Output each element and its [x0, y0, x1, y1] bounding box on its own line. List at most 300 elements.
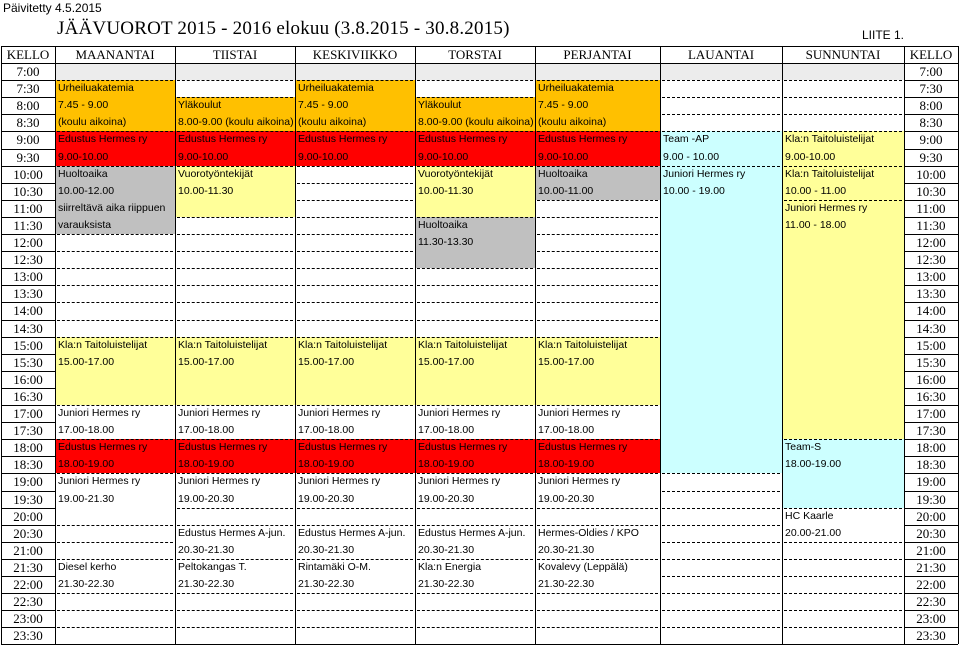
- appendix-label: LIITE 1.: [862, 28, 905, 42]
- grid-line: [537, 285, 658, 286]
- booking-text: Peltokangas T.: [178, 560, 247, 573]
- booking-text: Kla:n Taitoluistelijat: [178, 338, 268, 351]
- grid-line: [537, 131, 658, 132]
- time-label: 20:30: [13, 525, 43, 541]
- grid-line: [297, 251, 413, 252]
- grid-line: [537, 234, 658, 235]
- grid-line: [177, 285, 293, 286]
- time-label: 13:30: [13, 286, 43, 302]
- grid-line: [904, 610, 958, 611]
- grid-line: [784, 166, 902, 167]
- grid-line: [417, 285, 533, 286]
- booking-text: 15.00-17.00: [58, 355, 115, 368]
- time-label: 14:00: [13, 303, 43, 319]
- booking-text: 15.00-17.00: [298, 355, 355, 368]
- grid-line: [1, 456, 55, 457]
- grid-line: [1, 337, 55, 338]
- grid-line: [784, 439, 902, 440]
- grid-line: [417, 217, 533, 218]
- grid-line: [1, 473, 55, 474]
- booking-text: 9.00 - 10.00: [663, 150, 720, 163]
- grid-line: [57, 473, 173, 474]
- booking-text: (koulu aikoina): [58, 116, 127, 129]
- booking-block[interactable]: [660, 166, 782, 474]
- column-header: PERJANTAI: [563, 47, 632, 62]
- grid-line: [904, 251, 958, 252]
- booking-text: 19.00-20.30: [178, 492, 235, 505]
- empty-slot: [55, 63, 904, 80]
- grid-line: [1, 320, 55, 321]
- grid-line: [904, 627, 958, 628]
- time-label: 15:00: [916, 337, 946, 353]
- booking-text: 7.45 - 9.00: [298, 99, 349, 112]
- booking-text: 8.00-9.00 (koulu aikoina): [178, 116, 294, 129]
- grid-line: [535, 46, 536, 644]
- grid-line: [417, 593, 533, 594]
- time-label: 20:30: [916, 525, 946, 541]
- grid-line: [55, 46, 56, 644]
- grid-line: [904, 131, 958, 132]
- time-label: 17:00: [916, 406, 946, 421]
- booking-text: Edustus Hermes ry: [298, 441, 388, 454]
- booking-text: Team-S: [785, 441, 822, 454]
- grid-line: [177, 593, 293, 594]
- grid-line: [297, 285, 413, 286]
- booking-text: 9.00-10.00: [785, 150, 836, 163]
- booking-text: Edustus Hermes A-jun.: [418, 526, 526, 539]
- grid-line: [662, 559, 780, 560]
- grid-line: [537, 251, 658, 252]
- grid-line: [904, 80, 958, 81]
- booking-text: Huoltoaika: [418, 218, 468, 231]
- grid-line: [537, 166, 658, 167]
- grid-line: [1, 302, 55, 303]
- grid-line: [1, 491, 55, 492]
- column-header: SUNNUNTAI: [805, 47, 881, 62]
- grid-line: [904, 285, 958, 286]
- grid-line: [57, 542, 173, 543]
- booking-text: 20.30-21.30: [538, 543, 595, 556]
- grid-line: [1, 354, 55, 355]
- booking-text: (koulu aikoina): [298, 116, 367, 129]
- grid-line: [177, 508, 293, 509]
- grid-line: [1, 166, 55, 167]
- booking-text: Kla:n Taitoluistelijat: [58, 338, 148, 351]
- booking-text: Edustus Hermes ry: [178, 133, 268, 146]
- grid-line: [784, 131, 902, 132]
- booking-text: 19.00-20.30: [298, 492, 355, 505]
- grid-line: [175, 46, 176, 644]
- grid-line: [662, 491, 780, 492]
- grid-line: [904, 183, 958, 184]
- grid-line: [904, 354, 958, 355]
- grid-line: [297, 234, 413, 235]
- booking-text: 18.00-19.00: [298, 458, 355, 471]
- booking-text: Urheiluakatemia: [58, 82, 134, 95]
- column-header: TORSTAI: [448, 47, 502, 62]
- grid-line: [784, 80, 902, 81]
- grid-line: [417, 302, 533, 303]
- time-label: 18:00: [13, 440, 43, 456]
- grid-line: [297, 337, 413, 338]
- grid-line: [297, 610, 413, 611]
- grid-line: [297, 217, 413, 218]
- booking-block[interactable]: [782, 200, 904, 439]
- booking-text: Juniori Hermes ry: [785, 201, 868, 214]
- grid-line: [415, 46, 416, 644]
- grid-line: [904, 371, 958, 372]
- grid-line: [662, 114, 780, 115]
- grid-line: [1, 422, 55, 423]
- time-label: 15:30: [916, 354, 946, 370]
- grid-line: [417, 439, 533, 440]
- grid-line: [1, 46, 958, 47]
- grid-line: [177, 610, 293, 611]
- booking-text: Juniori Hermes ry: [298, 475, 381, 488]
- grid-line: [904, 559, 958, 560]
- booking-text: Edustus Hermes ry: [418, 133, 508, 146]
- booking-text: 17.00-18.00: [58, 424, 115, 437]
- grid-line: [1, 405, 55, 406]
- grid-line: [297, 131, 413, 132]
- grid-line: [57, 234, 173, 235]
- grid-line: [177, 234, 293, 235]
- booking-text: 18.00-19.00: [58, 458, 115, 471]
- grid-line: [297, 405, 413, 406]
- grid-line: [904, 593, 958, 594]
- time-label: 23:30: [13, 628, 43, 644]
- grid-line: [57, 439, 173, 440]
- time-label: 17:30: [916, 423, 946, 439]
- grid-line: [904, 46, 905, 644]
- booking-text: 9.00-10.00: [58, 150, 109, 163]
- booking-text: 19.00-21.30: [58, 492, 115, 505]
- grid-line: [297, 183, 413, 184]
- grid-line: [417, 627, 533, 628]
- time-label: 7:00: [16, 64, 40, 79]
- booking-text: 21.30-22.30: [298, 578, 355, 590]
- grid-line: [297, 559, 413, 560]
- grid-line: [784, 508, 902, 509]
- grid-line: [297, 302, 413, 303]
- grid-line: [904, 456, 958, 457]
- time-label: 13:30: [916, 286, 946, 302]
- grid-line: [295, 46, 296, 644]
- time-label: 20:00: [13, 508, 43, 524]
- booking-text: 21.30-22.30: [58, 578, 115, 590]
- booking-text: Edustus Hermes A-jun.: [178, 526, 286, 539]
- booking-text: Juniori Hermes ry: [58, 475, 141, 488]
- time-label: 23:00: [13, 611, 43, 627]
- grid-line: [1, 251, 55, 252]
- time-label: 15:00: [13, 337, 43, 353]
- booking-text: 11.00 - 18.00: [785, 218, 847, 231]
- grid-line: [57, 525, 173, 526]
- grid-line: [537, 337, 658, 338]
- grid-line: [537, 627, 658, 628]
- grid-line: [177, 439, 293, 440]
- grid-line: [537, 302, 658, 303]
- time-label: 15:30: [13, 354, 43, 370]
- time-label: 12:00: [13, 235, 43, 250]
- booking-text: Edustus Hermes ry: [58, 441, 148, 454]
- booking-text: 8.00-9.00 (koulu aikoina): [418, 116, 534, 129]
- booking-text: 17.00-18.00: [298, 424, 355, 437]
- time-label: 16:00: [916, 371, 946, 387]
- booking-text: Edustus Hermes ry: [418, 441, 508, 454]
- booking-text: Hermes-Oldies / KPO: [538, 526, 639, 539]
- booking-text: Urheiluakatemia: [538, 82, 614, 95]
- grid-line: [784, 627, 902, 628]
- time-label: 18:30: [13, 457, 43, 473]
- grid-line: [297, 200, 413, 201]
- grid-line: [1, 559, 55, 560]
- booking-text: Kla:n Taitoluistelijat: [538, 338, 628, 351]
- time-label: 18:00: [916, 440, 946, 456]
- booking-text: Vuorotyöntekijät: [178, 167, 253, 180]
- grid-line: [662, 542, 780, 543]
- grid-line: [57, 80, 173, 81]
- booking-text: Juniori Hermes ry: [298, 407, 381, 419]
- booking-text: 20.30-21.30: [178, 543, 235, 556]
- grid-line: [57, 610, 173, 611]
- grid-line: [904, 200, 958, 201]
- grid-line: [177, 525, 293, 526]
- booking-text: Edustus Hermes ry: [538, 441, 628, 454]
- time-label: 17:30: [13, 423, 43, 439]
- booking-text: Kovalevy (Leppälä): [538, 560, 628, 573]
- time-label: 7:00: [919, 64, 943, 79]
- time-label: 21:30: [916, 559, 946, 575]
- grid-line: [297, 320, 413, 321]
- grid-line: [904, 422, 958, 423]
- grid-line: [904, 114, 958, 115]
- grid-line: [57, 285, 173, 286]
- grid-line: [662, 508, 780, 509]
- grid-line: [297, 627, 413, 628]
- grid-line: [537, 405, 658, 406]
- grid-line: [662, 525, 780, 526]
- booking-text: Juniori Hermes ry: [418, 407, 501, 419]
- time-label: 21:00: [916, 542, 946, 558]
- booking-text: 20.00-21.00: [785, 526, 842, 539]
- booking-text: 11.30-13.30: [418, 236, 474, 248]
- grid-line: [297, 166, 413, 167]
- time-label: 10:00: [13, 166, 43, 182]
- time-label: 14:30: [13, 320, 43, 336]
- booking-text: Yläkoulut: [178, 99, 222, 112]
- time-label: 11:00: [13, 200, 43, 216]
- grid-line: [784, 114, 902, 115]
- booking-text: 15.00-17.00: [178, 355, 235, 368]
- time-label: 22:30: [13, 594, 43, 610]
- grid-line: [177, 302, 293, 303]
- grid-line: [904, 439, 958, 440]
- grid-line: [297, 525, 413, 526]
- time-label: 17:00: [13, 406, 43, 421]
- grid-line: [904, 217, 958, 218]
- grid-line: [57, 320, 173, 321]
- grid-line: [904, 234, 958, 235]
- booking-text: Kla:n Taitoluistelijat: [298, 338, 388, 351]
- grid-line: [1, 508, 55, 509]
- booking-text: 17.00-18.00: [178, 424, 235, 437]
- grid-line: [904, 337, 958, 338]
- grid-line: [57, 302, 173, 303]
- time-label: 12:30: [13, 252, 43, 268]
- grid-line: [1, 525, 55, 526]
- booking-text: Edustus Hermes ry: [58, 133, 148, 146]
- grid-line: [784, 200, 902, 201]
- booking-text: Edustus Hermes ry: [538, 133, 628, 146]
- grid-line: [1, 644, 958, 645]
- time-label: 16:30: [916, 388, 946, 404]
- grid-line: [662, 97, 780, 98]
- grid-line: [537, 593, 658, 594]
- grid-line: [784, 97, 902, 98]
- grid-line: [1, 80, 55, 81]
- time-label: 11:30: [13, 217, 43, 233]
- time-label: 9:30: [16, 149, 40, 165]
- grid-line: [57, 251, 173, 252]
- grid-line: [537, 473, 658, 474]
- grid-line: [417, 473, 533, 474]
- grid-line: [662, 610, 780, 611]
- booking-text: Urheiluakatemia: [298, 82, 374, 95]
- grid-line: [417, 268, 533, 269]
- time-label: 8:30: [16, 115, 40, 131]
- booking-text: 20.30-21.30: [298, 543, 355, 556]
- column-header: KELLO: [6, 47, 50, 62]
- booking-text: (koulu aikoina): [538, 116, 607, 129]
- grid-line: [904, 320, 958, 321]
- booking-text: 19.00-20.30: [538, 492, 595, 505]
- booking-text: Juniori Hermes ry: [663, 167, 746, 180]
- grid-line: [1, 542, 55, 543]
- booking-text: 10.00 - 19.00: [663, 184, 725, 197]
- booking-text: Rintamäki O-M.: [298, 560, 371, 573]
- booking-text: 9.00-10.00: [178, 150, 229, 163]
- grid-line: [417, 320, 533, 321]
- booking-text: 17.00-18.00: [538, 424, 595, 437]
- grid-line: [904, 542, 958, 543]
- grid-line: [784, 542, 902, 543]
- grid-line: [784, 593, 902, 594]
- grid-line: [177, 337, 293, 338]
- grid-line: [537, 508, 658, 509]
- booking-text: 17.00-18.00: [418, 424, 475, 437]
- time-label: 7:30: [16, 81, 40, 97]
- grid-line: [537, 200, 658, 201]
- booking-text: 18.00-19.00: [178, 458, 235, 471]
- time-label: 19:30: [916, 491, 946, 507]
- booking-text: Juniori Hermes ry: [538, 475, 621, 488]
- column-header: MAANANTAI: [75, 47, 155, 62]
- grid-line: [57, 268, 173, 269]
- booking-text: Yläkoulut: [418, 99, 462, 112]
- grid-line: [1, 149, 55, 150]
- booking-text: Team -AP: [663, 133, 710, 146]
- time-label: 8:00: [16, 98, 40, 114]
- booking-text: 9.00-10.00: [538, 150, 589, 163]
- grid-line: [537, 559, 658, 560]
- grid-line: [1, 46, 2, 644]
- grid-line: [1, 388, 55, 389]
- grid-line: [1, 439, 55, 440]
- grid-line: [1, 97, 55, 98]
- grid-line: [177, 320, 293, 321]
- grid-line: [1, 217, 55, 218]
- grid-line: [177, 131, 293, 132]
- grid-line: [904, 302, 958, 303]
- grid-line: [784, 576, 902, 577]
- grid-line: [297, 508, 413, 509]
- grid-line: [297, 439, 413, 440]
- grid-line: [177, 97, 293, 98]
- booking-text: Kla:n Taitoluistelijat: [418, 338, 508, 351]
- booking-text: 19.00-20.30: [418, 492, 475, 505]
- booking-text: Edustus Hermes ry: [298, 133, 388, 146]
- page-title: JÄÄVUOROT 2015 - 2016 elokuu (3.8.2015 - 30.8.2015): [57, 18, 510, 39]
- column-header: LAUANTAI: [687, 47, 755, 62]
- booking-text: Juniori Hermes ry: [418, 475, 501, 488]
- grid-line: [177, 166, 293, 167]
- grid-line: [1, 285, 55, 286]
- grid-line: [1, 63, 958, 64]
- time-label: 11:00: [916, 200, 946, 216]
- time-label: 9:00: [16, 132, 40, 148]
- time-label: 21:30: [13, 559, 43, 575]
- booking-text: Kla:n Energia: [418, 560, 482, 573]
- grid-line: [297, 80, 413, 81]
- grid-line: [1, 371, 55, 372]
- grid-line: [297, 593, 413, 594]
- grid-line: [1, 114, 55, 115]
- grid-line: [537, 610, 658, 611]
- booking-text: 10.00-11.30: [178, 184, 234, 197]
- grid-line: [904, 491, 958, 492]
- time-label: 22:00: [13, 577, 43, 592]
- time-label: 23:30: [916, 628, 946, 644]
- grid-line: [417, 525, 533, 526]
- time-label: 7:30: [919, 81, 943, 97]
- booking-text: Juniori Hermes ry: [58, 407, 141, 419]
- time-label: 18:30: [916, 457, 946, 473]
- booking-text: 9.00-10.00: [418, 150, 469, 163]
- booking-text: Edustus Hermes ry: [178, 441, 268, 454]
- grid-line: [417, 337, 533, 338]
- time-label: 9:00: [919, 132, 943, 148]
- grid-line: [904, 166, 958, 167]
- grid-line: [782, 46, 783, 644]
- grid-line: [177, 217, 293, 218]
- time-label: 10:30: [13, 183, 43, 199]
- grid-line: [662, 473, 780, 474]
- time-label: 12:30: [916, 252, 946, 268]
- grid-line: [904, 508, 958, 509]
- booking-text: 21.30-22.30: [178, 578, 235, 590]
- grid-line: [177, 268, 293, 269]
- grid-line: [660, 46, 661, 644]
- booking-text: 21.30-22.30: [418, 578, 475, 590]
- booking-text: Huoltoaika: [538, 167, 588, 180]
- grid-line: [57, 627, 173, 628]
- booking-text: Juniori Hermes ry: [538, 407, 621, 419]
- grid-line: [57, 405, 173, 406]
- time-label: 13:00: [13, 269, 43, 285]
- column-header: KESKIVIIKKO: [312, 47, 398, 62]
- time-label: 22:00: [916, 577, 946, 592]
